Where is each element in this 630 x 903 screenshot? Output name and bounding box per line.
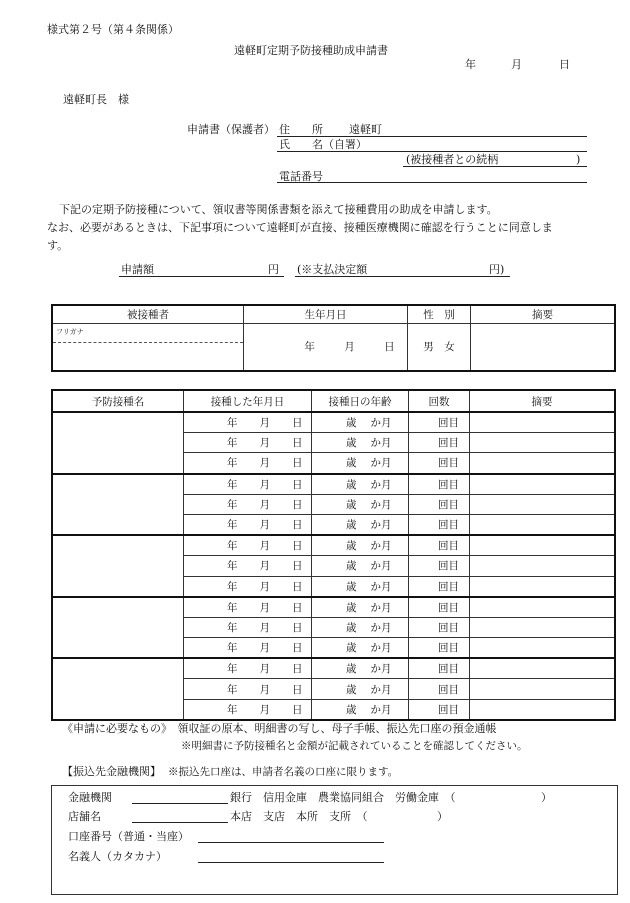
date-year-label: 年 — [227, 519, 238, 532]
date-year-label: 年 — [227, 601, 238, 614]
decided-amount-line[interactable] — [295, 276, 510, 277]
age-months-label: か月 — [370, 621, 392, 634]
header-vaccination-date: 接種した年月日 — [184, 390, 312, 412]
vaccination-remarks-cell[interactable] — [470, 576, 616, 597]
age-years-label: 歳 — [346, 642, 357, 655]
age-years-label: 歳 — [346, 417, 357, 430]
account-number-line[interactable] — [198, 842, 384, 843]
date-month-label: 月 — [259, 580, 270, 593]
branch-close: ） — [437, 810, 448, 823]
branch-label: 店舗名 — [68, 810, 101, 823]
vaccination-remarks-cell[interactable] — [470, 556, 616, 576]
count-cell[interactable]: 回目 — [409, 617, 470, 637]
date-month-label: 月 — [259, 560, 270, 573]
count-cell[interactable]: 回目 — [409, 638, 470, 659]
count-cell[interactable]: 回目 — [409, 453, 470, 474]
date-day-label: 日 — [292, 417, 303, 430]
age-months-label: か月 — [370, 663, 392, 676]
date-month-label: 月 — [259, 457, 270, 470]
date-day-label: 日 — [559, 58, 570, 71]
date-day-label: 日 — [292, 478, 303, 491]
date-day-label: 日 — [292, 580, 303, 593]
institution-name-line[interactable] — [132, 803, 228, 804]
header-count: 回数 — [409, 390, 470, 412]
phone-line[interactable] — [277, 182, 587, 183]
vaccination-date-cell[interactable] — [184, 433, 312, 453]
date-month-label: 月 — [259, 703, 270, 716]
date-day-label: 日 — [292, 560, 303, 573]
age-months-label: か月 — [370, 540, 392, 553]
vaccine-name-cell[interactable] — [52, 412, 184, 474]
vaccination-date-cell[interactable] — [184, 474, 312, 495]
date-day-label: 日 — [292, 601, 303, 614]
vaccination-date-cell[interactable] — [184, 494, 312, 514]
age-years-label: 歳 — [346, 560, 357, 573]
date-month-label: 月 — [259, 498, 270, 511]
age-years-label: 歳 — [346, 703, 357, 716]
vaccination-remarks-cell[interactable] — [470, 474, 616, 495]
vaccination-date-cell[interactable] — [184, 412, 312, 433]
count-cell[interactable]: 回目 — [409, 514, 470, 535]
age-cell[interactable] — [312, 514, 409, 535]
count-cell[interactable]: 回目 — [409, 474, 470, 495]
age-cell[interactable] — [312, 412, 409, 433]
branch-name-line[interactable] — [132, 822, 228, 823]
account-number-label: 口座番号（普通・当座） — [68, 830, 189, 843]
birthdate-cell[interactable] — [244, 323, 408, 371]
amount-label: 申請額 — [121, 263, 154, 276]
body-paragraph-1: 下記の定期予防接種について、領収書等関係書類を添えて接種費用の助成を申請します。 — [59, 203, 498, 216]
applicant-label: 申請書（保護者） — [187, 123, 275, 136]
count-cell[interactable]: 回目 — [409, 658, 470, 679]
date-month-label: 月 — [259, 683, 270, 696]
birth-day-label: 日 — [384, 341, 395, 354]
vaccine-name-cell[interactable] — [52, 535, 184, 597]
count-cell[interactable]: 回目 — [409, 556, 470, 576]
header-subject: 被接種者 — [52, 305, 244, 323]
name-label: 氏 名（自署） — [279, 138, 367, 151]
age-cell[interactable] — [312, 453, 409, 474]
age-months-label: か月 — [370, 703, 392, 716]
header-remarks: 摘要 — [471, 305, 616, 323]
vaccination-date-cell[interactable] — [184, 699, 312, 720]
vaccination-remarks-cell[interactable] — [470, 679, 616, 699]
date-day-label: 日 — [292, 519, 303, 532]
date-month-label: 月 — [511, 58, 522, 71]
address-value: 遠軽町 — [349, 123, 382, 136]
vaccination-remarks-cell[interactable] — [470, 453, 616, 474]
vaccination-date-cell[interactable] — [184, 617, 312, 637]
amount-unit: 円 — [268, 263, 279, 276]
date-year-label: 年 — [227, 642, 238, 655]
form-title: 遠軽町定期予防接種助成申請書 — [234, 44, 388, 57]
date-year-label: 年 — [227, 498, 238, 511]
address-line[interactable] — [277, 136, 587, 137]
date-month-label: 月 — [259, 621, 270, 634]
statement-check-note: ※明細書に予防接種名と金額が記載されていることを確認してください。 — [181, 740, 528, 752]
vaccination-date-cell[interactable] — [184, 638, 312, 659]
amount-line[interactable] — [119, 276, 284, 277]
age-years-label: 歳 — [346, 683, 357, 696]
age-cell[interactable] — [312, 494, 409, 514]
gender-cell[interactable]: 男 女 — [408, 323, 471, 371]
institution-types: 銀行 信用金庫 農業協同組合 労働金庫 （ — [230, 791, 456, 804]
vaccination-remarks-cell[interactable] — [470, 494, 616, 514]
birth-year-label: 年 — [304, 341, 315, 354]
age-years-label: 歳 — [346, 601, 357, 614]
age-months-label: か月 — [370, 498, 392, 511]
vaccination-remarks-cell[interactable] — [470, 535, 616, 556]
date-month-label: 月 — [259, 519, 270, 532]
date-year-label: 年 — [227, 560, 238, 573]
count-cell[interactable]: 回目 — [409, 699, 470, 720]
date-month-label: 月 — [259, 437, 270, 450]
age-months-label: か月 — [370, 601, 392, 614]
birth-month-label: 月 — [344, 341, 355, 354]
branch-types: 本店 支店 本所 支所 （ — [230, 810, 368, 823]
date-month-label: 月 — [259, 663, 270, 676]
age-months-label: か月 — [370, 457, 392, 470]
vaccine-name-cell[interactable] — [52, 474, 184, 536]
vaccination-row — [52, 535, 615, 556]
date-day-label: 日 — [292, 621, 303, 634]
age-years-label: 歳 — [346, 437, 357, 450]
date-month-label: 月 — [259, 417, 270, 430]
vaccination-row — [52, 597, 615, 618]
date-year-label: 年 — [227, 437, 238, 450]
age-cell[interactable] — [312, 535, 409, 556]
age-years-label: 歳 — [346, 478, 357, 491]
account-holder-label: 名義人（カタカナ） — [68, 850, 167, 863]
age-cell[interactable] — [312, 679, 409, 699]
body-paragraph-2-end: す。 — [47, 239, 69, 252]
vaccination-date-cell[interactable] — [184, 658, 312, 679]
vaccination-remarks-cell[interactable] — [470, 433, 616, 453]
age-months-label: か月 — [370, 519, 392, 532]
vaccine-name-cell[interactable] — [52, 597, 184, 659]
date-day-label: 日 — [292, 683, 303, 696]
date-day-label: 日 — [292, 663, 303, 676]
age-cell[interactable] — [312, 699, 409, 720]
vaccination-remarks-cell[interactable] — [470, 514, 616, 535]
age-cell[interactable] — [312, 658, 409, 679]
vaccination-date-cell[interactable] — [184, 556, 312, 576]
vaccination-remarks-cell[interactable] — [470, 658, 616, 679]
vaccination-table-body — [52, 412, 615, 720]
date-month-label: 月 — [259, 642, 270, 655]
age-months-label: か月 — [370, 642, 392, 655]
vaccination-remarks-cell[interactable] — [470, 617, 616, 637]
vaccination-date-cell[interactable] — [184, 453, 312, 474]
decided-amount-unit: 円) — [489, 263, 505, 276]
date-year-label: 年 — [227, 663, 238, 676]
vaccination-table — [51, 389, 616, 721]
body-paragraph-2: なお、必要があるときは、下記事項について遠軽町が直接、接種医療機関に確認を行うことに同意しま — [47, 221, 553, 234]
vaccination-date-cell[interactable] — [184, 679, 312, 699]
subject-name-cell[interactable] — [52, 323, 244, 371]
institution-label: 金融機関 — [68, 791, 112, 804]
date-month-label: 月 — [259, 540, 270, 553]
relation-label: (被接種者との続柄 — [406, 153, 499, 166]
age-months-label: か月 — [370, 683, 392, 696]
count-cell[interactable]: 回目 — [409, 597, 470, 618]
date-year-label: 年 — [227, 621, 238, 634]
date-day-label: 日 — [292, 498, 303, 511]
addressee: 遠軽町長 様 — [63, 93, 129, 106]
age-cell[interactable] — [312, 576, 409, 597]
count-cell[interactable]: 回目 — [409, 412, 470, 433]
vaccination-remarks-cell[interactable] — [470, 597, 616, 618]
furigana-label: フリガナ — [53, 324, 243, 343]
count-cell[interactable]: 回目 — [409, 679, 470, 699]
relation-line[interactable] — [403, 166, 587, 167]
date-year-label: 年 — [227, 457, 238, 470]
age-years-label: 歳 — [346, 498, 357, 511]
date-year-label: 年 — [465, 58, 476, 71]
header-birthdate: 生年月日 — [244, 305, 408, 323]
count-cell[interactable]: 回目 — [409, 535, 470, 556]
required-items-note: 《申請に必要なもの》 領収証の原本、明細書の写し、母子手帳、振込先口座の預金通帳 — [62, 722, 497, 735]
age-years-label: 歳 — [346, 457, 357, 470]
age-cell[interactable] — [312, 474, 409, 495]
decided-amount-label: (※支払決定額 — [297, 263, 368, 276]
subject-remarks-cell[interactable] — [471, 323, 616, 371]
vaccination-date-cell[interactable] — [184, 535, 312, 556]
account-holder-line[interactable] — [198, 862, 384, 863]
address-label: 住 所 — [279, 123, 323, 136]
vaccine-name-cell[interactable] — [52, 658, 184, 720]
age-years-label: 歳 — [346, 540, 357, 553]
date-day-label: 日 — [292, 703, 303, 716]
age-years-label: 歳 — [346, 621, 357, 634]
date-month-label: 月 — [259, 601, 270, 614]
vaccination-row — [52, 412, 615, 433]
date-year-label: 年 — [227, 417, 238, 430]
phone-label: 電話番号 — [279, 170, 323, 183]
age-months-label: か月 — [370, 417, 392, 430]
age-cell[interactable] — [312, 556, 409, 576]
age-months-label: か月 — [370, 437, 392, 450]
vaccination-row — [52, 658, 615, 679]
relation-close: ) — [576, 153, 581, 166]
date-day-label: 日 — [292, 642, 303, 655]
age-years-label: 歳 — [346, 580, 357, 593]
date-year-label: 年 — [227, 683, 238, 696]
vaccination-date-cell[interactable] — [184, 597, 312, 618]
form-number: 様式第２号（第４条関係） — [47, 23, 179, 36]
bank-heading: 【振込先金融機関】 — [62, 765, 161, 778]
vaccination-remarks-cell[interactable] — [470, 699, 616, 720]
age-cell[interactable] — [312, 597, 409, 618]
vaccination-row — [52, 474, 615, 495]
header-vaccine-name: 予防接種名 — [52, 390, 184, 412]
bank-heading-note: ※振込先口座は、申請者名義の口座に限ります。 — [168, 766, 399, 778]
vaccination-remarks-cell[interactable] — [470, 638, 616, 659]
count-cell[interactable]: 回目 — [409, 494, 470, 514]
header-vacc-remarks: 摘要 — [470, 390, 616, 412]
age-months-label: か月 — [370, 478, 392, 491]
age-cell[interactable] — [312, 433, 409, 453]
header-age: 接種日の年齢 — [312, 390, 409, 412]
name-line[interactable] — [277, 151, 587, 152]
date-year-label: 年 — [227, 703, 238, 716]
date-year-label: 年 — [227, 478, 238, 491]
age-years-label: 歳 — [346, 519, 357, 532]
date-day-label: 日 — [292, 540, 303, 553]
age-cell[interactable] — [312, 638, 409, 659]
vaccination-date-cell[interactable] — [184, 514, 312, 535]
age-months-label: か月 — [370, 580, 392, 593]
count-cell[interactable]: 回目 — [409, 433, 470, 453]
vaccination-date-cell[interactable] — [184, 576, 312, 597]
institution-close: ） — [541, 791, 552, 804]
header-gender: 性 別 — [408, 305, 471, 323]
vaccination-remarks-cell[interactable] — [470, 412, 616, 433]
date-year-label: 年 — [227, 580, 238, 593]
age-cell[interactable] — [312, 617, 409, 637]
date-day-label: 日 — [292, 457, 303, 470]
date-year-label: 年 — [227, 540, 238, 553]
age-years-label: 歳 — [346, 663, 357, 676]
subject-table — [51, 304, 616, 372]
count-cell[interactable]: 回目 — [409, 576, 470, 597]
date-month-label: 月 — [259, 478, 270, 491]
date-day-label: 日 — [292, 437, 303, 450]
age-months-label: か月 — [370, 560, 392, 573]
